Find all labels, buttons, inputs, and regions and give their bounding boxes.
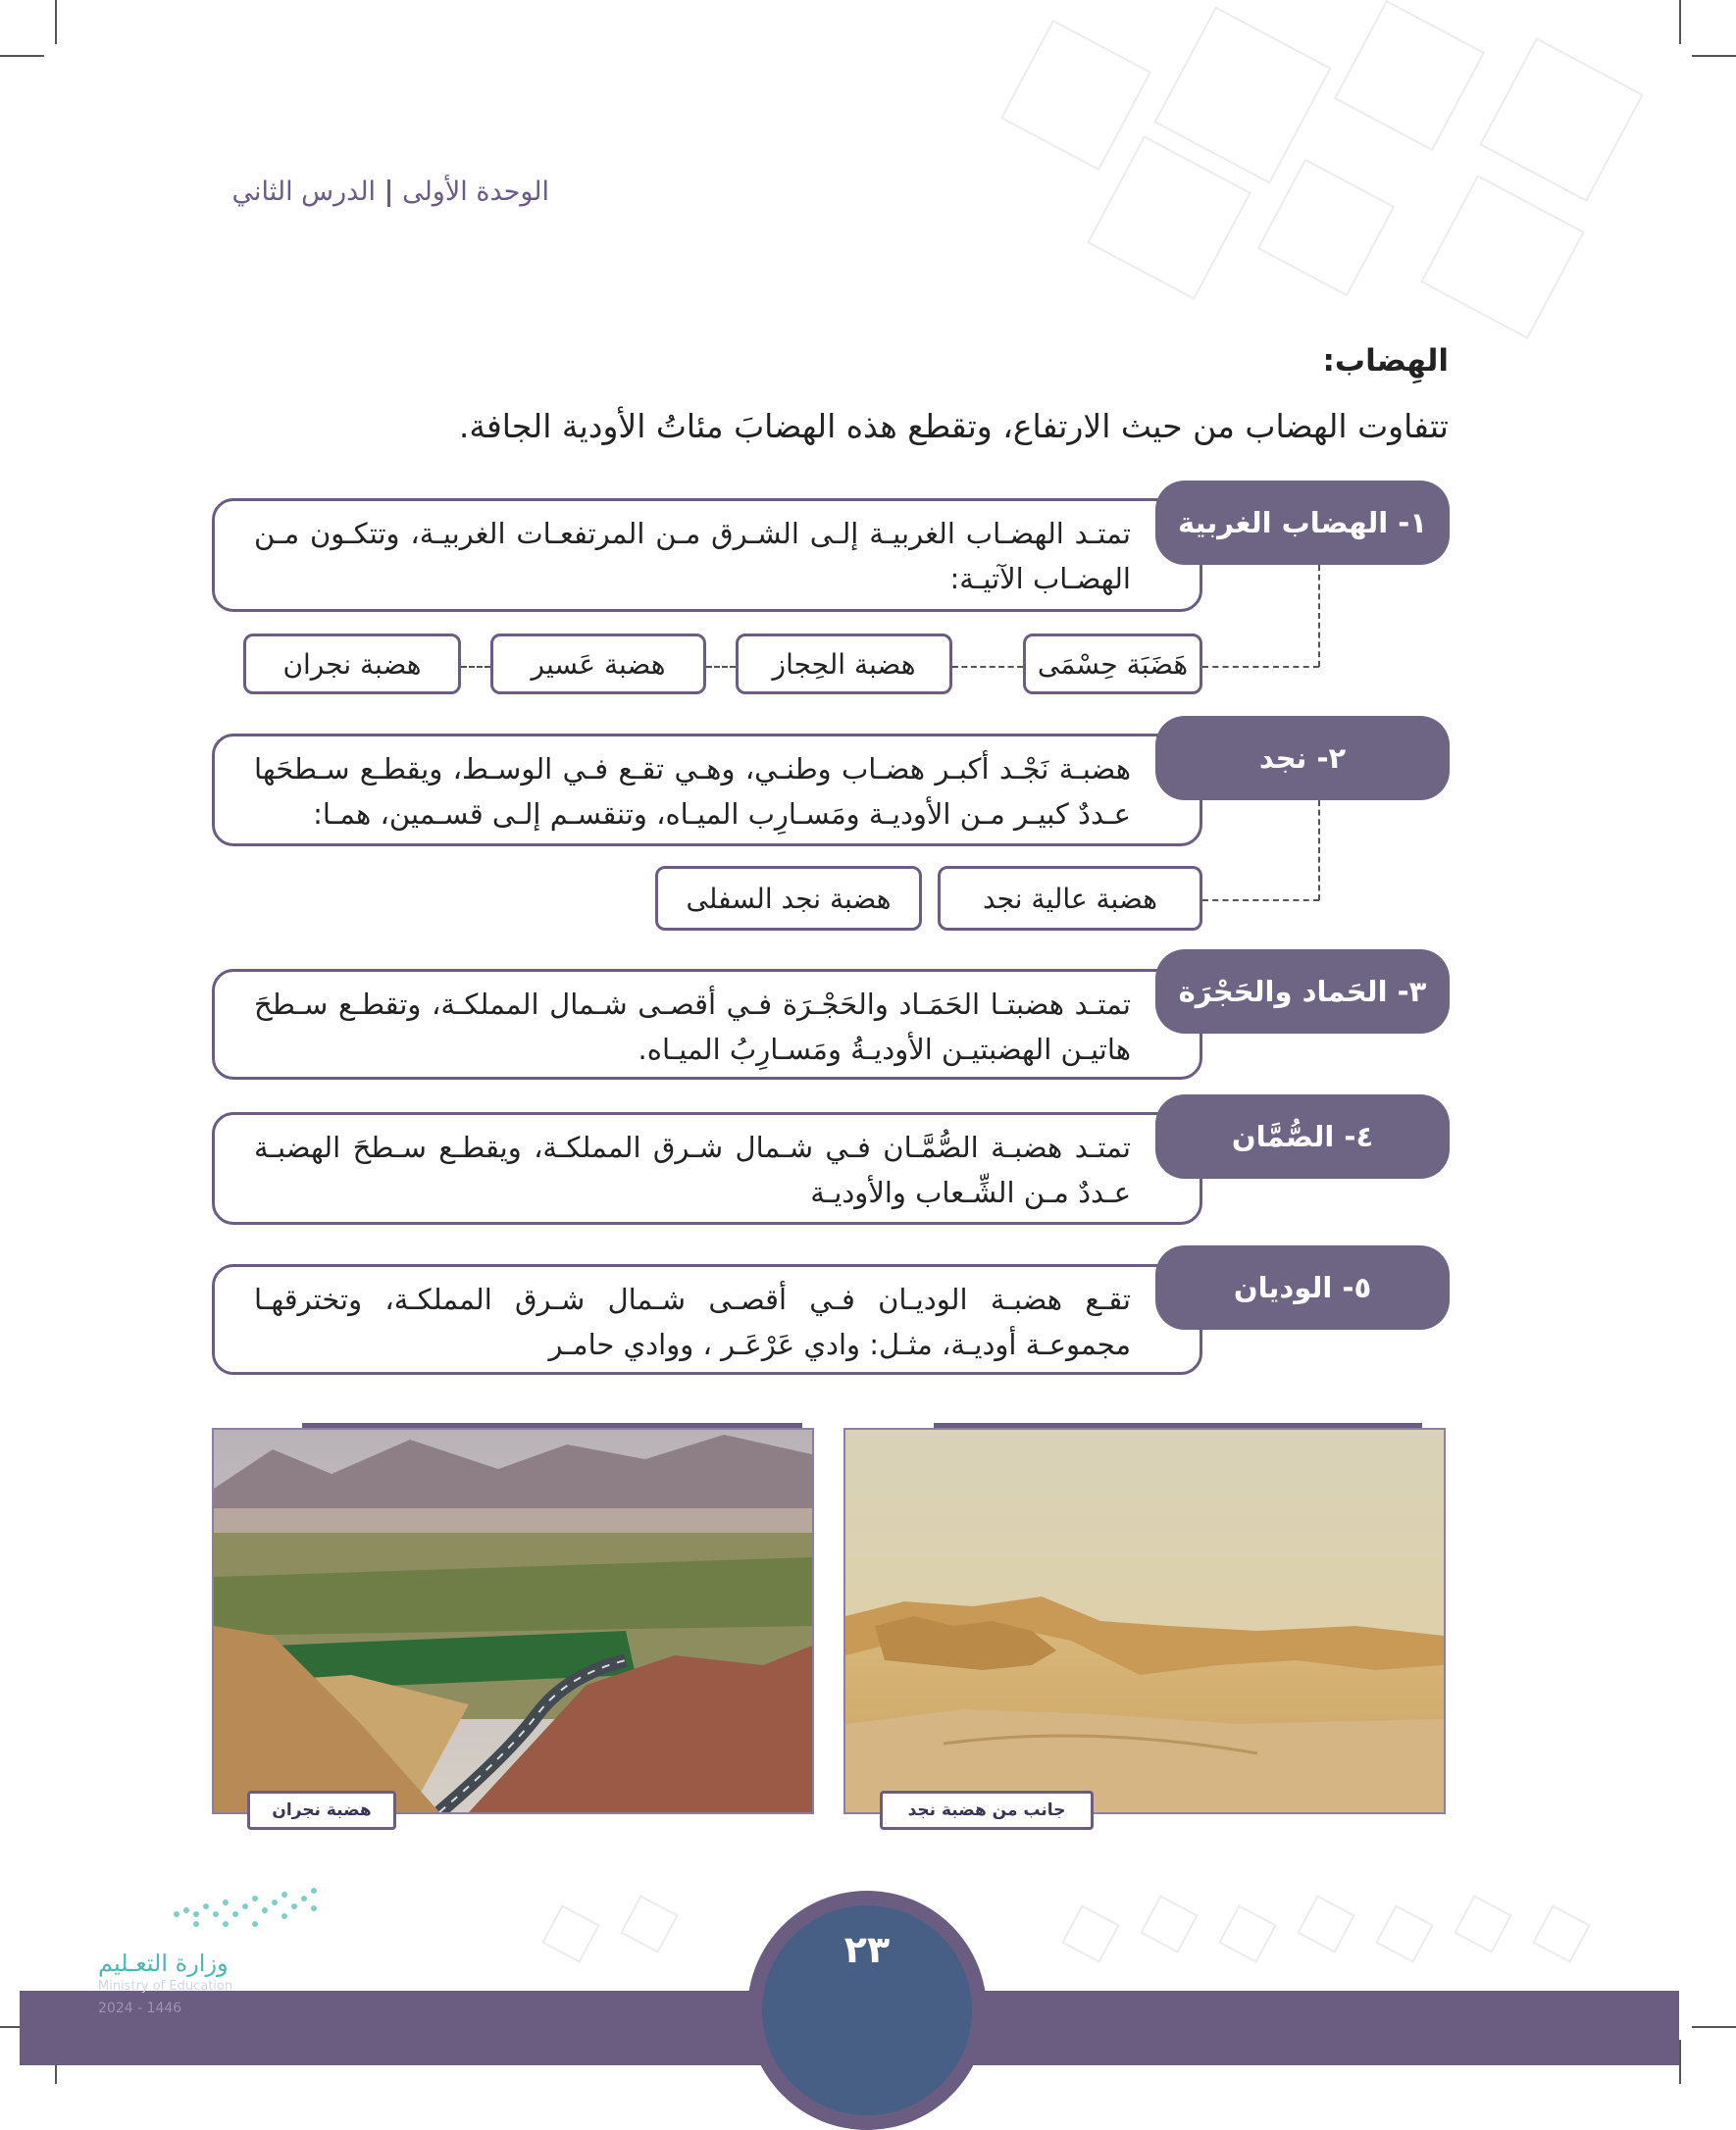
najran-plateau-photo <box>212 1428 814 1814</box>
najd-plateau-photo <box>843 1428 1446 1814</box>
item-description: تمتـد هضبـة الصُّمَّـان فـي شـمال شـرق المملكـة، ويقطـع سـطحَ الهضبـة عـددٌ مـن الشِّـعاب والأوديـة <box>212 1112 1202 1225</box>
ministry-logo <box>167 1885 324 1934</box>
crop-mark <box>1679 0 1681 44</box>
item-description: هضبـة نَجْـد أكبـر هضـاب وطنـي، وهـي تقـع فـي الوسـط، ويقطـع سـطحَها عـددٌ كبيـر مـن الأوديـة ومَسـارِب الميـاه، وتنقسـم إلـى قسـمين، همـا: <box>212 734 1202 846</box>
page-number: ٢٣ <box>843 1928 891 1971</box>
photo-caption: جانب من هضبة نجد <box>880 1791 1094 1830</box>
plateau-chip: هضبة عَسير <box>490 634 706 694</box>
running-header <box>231 177 549 207</box>
item-label: ٢- نجد <box>1155 716 1450 800</box>
crop-mark <box>1679 2040 1681 2084</box>
header-divider <box>387 179 390 207</box>
item-description: تقـع هضبـة الوديـان فـي أقصـى شـمال شـرق المملكـة، وتخترقهـا مجموعـة أوديـة، مثـل: وادي عَرْعَـر ، ووادي حامـر <box>212 1264 1202 1375</box>
connector-line <box>1318 800 1320 900</box>
connector-line <box>1318 565 1320 667</box>
connector-line <box>1202 666 1319 668</box>
edition-year: 2024 - 1446 <box>98 2001 182 2016</box>
item-label: ٥- الوديان <box>1155 1245 1450 1330</box>
plateau-chip: هَضَبَة حِسْمَى <box>1023 634 1202 694</box>
plateau-chip: هضبة نجد السفلى <box>655 866 922 931</box>
section-intro: تتفاوت الهضاب من حيث الارتفاع، وتقطع هذه الهضابَ مئاتُ الأودية الجافة. <box>458 407 1449 445</box>
connector-line <box>706 666 736 668</box>
section-title: الهِضاب: <box>1322 343 1449 379</box>
item-label: ١- الهضاب الغربية <box>1155 481 1450 565</box>
plateau-chip: هضبة الحِجاز <box>736 634 952 694</box>
page-number-badge <box>747 1891 987 2130</box>
item-label: ٤- الصُّمَّان <box>1155 1094 1450 1179</box>
plateau-chip: هضبة عالية نجد <box>938 866 1202 931</box>
item-description: تمتـد الهضـاب الغربيـة إلـى الشـرق مـن المرتفعـات الغربيـة، وتتكـون مـن الهضـاب الآتيـة: <box>212 498 1202 612</box>
connector-line <box>1202 899 1319 901</box>
photo-caption: هضبة نجران <box>247 1791 396 1830</box>
crop-mark <box>0 55 44 57</box>
ministry-name-en: Ministry of Education <box>98 1979 233 1994</box>
ministry-name: وزارة التعـليم <box>98 1950 229 1977</box>
lesson-label: الدرس الثاني <box>231 177 377 207</box>
crop-mark <box>1692 2026 1736 2028</box>
plateau-chip: هضبة نجران <box>243 634 461 694</box>
crop-mark <box>55 0 57 44</box>
item-description: تمتـد هضبتـا الحَمَـاد والحَجْـرَة فـي أقصـى شـمال المملكـة، وتقطـع سـطحَ هاتيـن الهضبتيـن الأوديـةُ ومَسـارِبُ الميـاه. <box>212 969 1202 1080</box>
connector-line <box>952 666 1023 668</box>
item-label: ٣- الحَماد والحَجْرَة <box>1155 949 1450 1034</box>
connector-line <box>461 666 490 668</box>
crop-mark <box>1692 55 1736 57</box>
unit-label: الوحدة الأولى <box>402 177 549 207</box>
